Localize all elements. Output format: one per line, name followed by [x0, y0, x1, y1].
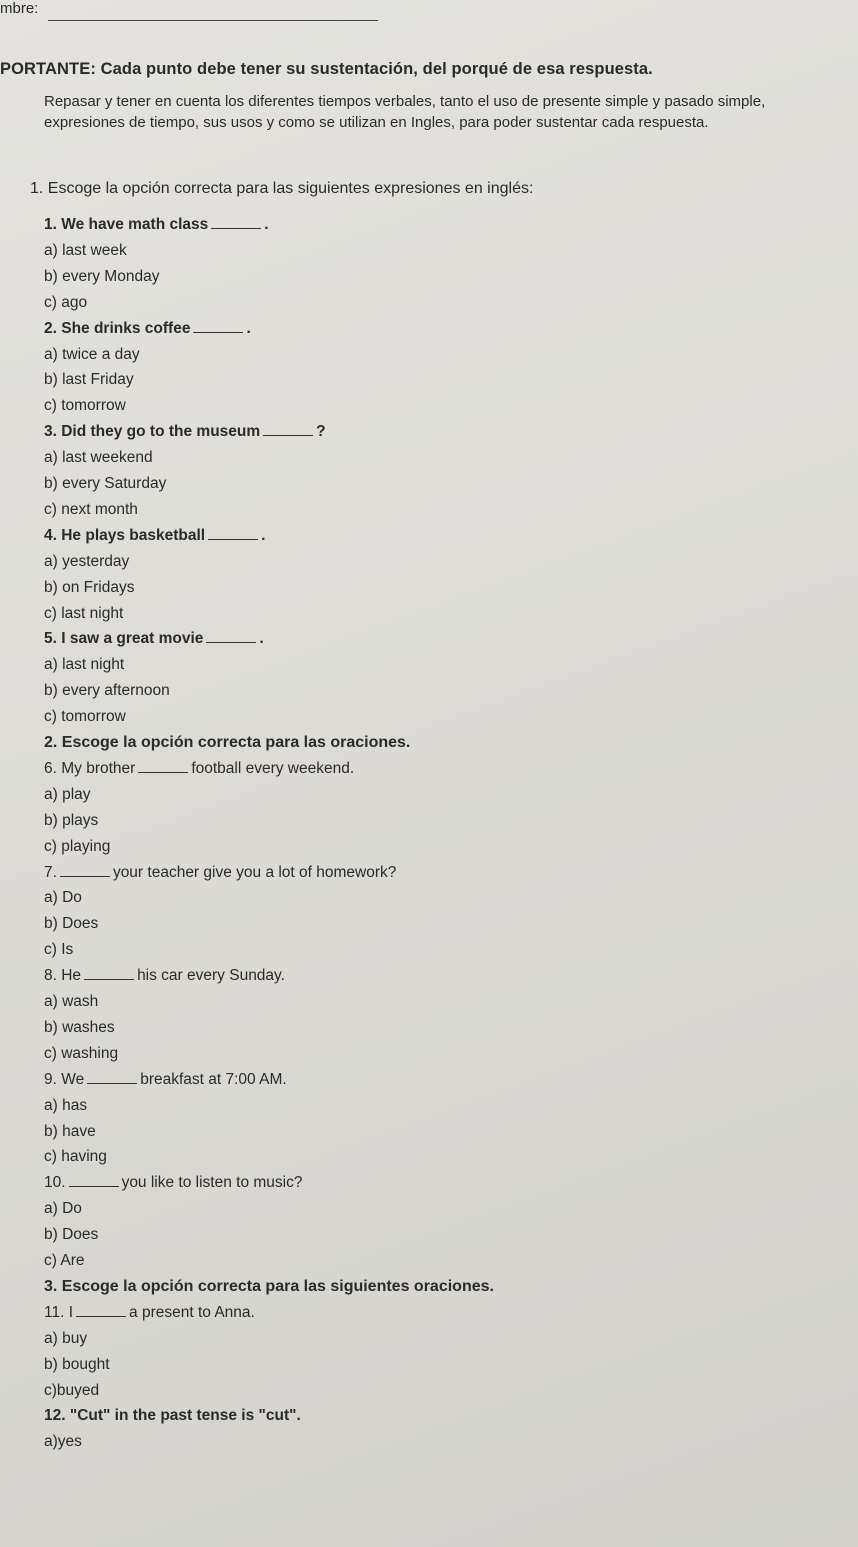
row-text: a) last night [44, 656, 125, 674]
option-row [44, 915, 98, 933]
row-text: c) washing [44, 1044, 119, 1062]
option-row [44, 838, 110, 856]
row-text-after: a present to Anna. [129, 1303, 255, 1321]
option-row [44, 682, 170, 700]
row-text: a) last weekend [44, 449, 153, 467]
row-text-after: you like to listen to music? [121, 1174, 303, 1192]
row-text: b) last Friday [44, 371, 134, 389]
option-row [44, 993, 98, 1011]
row-text: 2. She drinks coffee [44, 319, 191, 337]
row-text: a) buy [44, 1329, 88, 1347]
row-text: b) plays [44, 811, 99, 829]
question-row [44, 1174, 302, 1192]
row-text-after: ? [316, 423, 326, 441]
row-text: c) Is [44, 941, 74, 959]
row-text: 10. [44, 1174, 66, 1192]
option-row [44, 1407, 301, 1425]
question-row [44, 423, 326, 441]
nombre-field [0, 0, 378, 17]
row-text-after: . [261, 526, 266, 544]
option-row [44, 1226, 98, 1244]
answer-blank[interactable] [87, 1082, 137, 1084]
row-text: a) Do [44, 1200, 82, 1218]
row-text: a) twice a day [44, 345, 140, 363]
row-text: 8. He [44, 967, 82, 985]
answer-blank[interactable] [193, 331, 243, 333]
row-text: c) tomorrow [44, 397, 126, 415]
row-text: 4. He plays basketball [44, 526, 206, 544]
row-text: 2. Escoge la opción correcta para las oraciones. [44, 734, 411, 751]
option-row [44, 294, 87, 312]
row-text-after: . [264, 216, 269, 233]
option-row [44, 1382, 99, 1400]
row-text: b) washes [44, 1018, 115, 1036]
option-row [44, 889, 82, 907]
row-text: c)buyed [44, 1381, 100, 1399]
answer-blank[interactable] [263, 434, 313, 436]
nombre-label: mbre: [0, 0, 39, 17]
answer-blank[interactable] [208, 538, 258, 540]
option-row [44, 268, 159, 286]
row-text-after: breakfast at 7:00 AM. [140, 1070, 287, 1088]
option-row [44, 812, 98, 830]
row-text: c) next month [44, 500, 138, 518]
option-row [44, 1252, 84, 1270]
option-row [44, 449, 153, 467]
row-text: 3. Did they go to the museum [44, 423, 261, 441]
option-row [44, 1148, 107, 1166]
option-row [44, 1045, 118, 1063]
answer-blank[interactable] [69, 1185, 119, 1187]
row-text-after: . [259, 630, 264, 648]
option-row [44, 501, 138, 519]
question-row [44, 760, 354, 778]
question-row [44, 1071, 287, 1089]
question-row [44, 864, 396, 882]
question-row [44, 630, 264, 648]
row-text: a) has [44, 1096, 88, 1114]
option-row [44, 786, 91, 804]
option-row [44, 1019, 115, 1037]
section-title [44, 1278, 494, 1296]
question-row [44, 1304, 255, 1322]
answer-blank[interactable] [138, 771, 188, 773]
row-text: 11. I [44, 1303, 74, 1321]
section-1-title: 1. Escoge la opción correcta para las siguientes expresiones en inglés: [30, 180, 534, 197]
row-text: c) Are [44, 1252, 85, 1269]
option-row [44, 346, 140, 364]
option-row [44, 579, 134, 597]
option-row [44, 1433, 82, 1451]
row-text-after: your teacher give you a lot of homework? [112, 863, 397, 881]
row-text: b) bought [44, 1355, 110, 1373]
row-text-after: his car every Sunday. [137, 967, 285, 985]
answer-blank[interactable] [206, 641, 256, 643]
row-text: b) have [44, 1122, 96, 1140]
option-row [44, 475, 166, 493]
row-text: b) every Monday [44, 267, 160, 285]
row-text: a) play [44, 785, 91, 803]
question-row [44, 527, 265, 545]
option-row [44, 371, 134, 389]
option-row [44, 1123, 96, 1141]
answer-blank[interactable] [76, 1315, 126, 1317]
question-row [44, 967, 285, 985]
row-text: 12. "Cut" in the past tense is "cut". [44, 1407, 301, 1425]
option-row [44, 605, 123, 623]
row-text: 9. We [44, 1070, 85, 1088]
row-text-after: . [246, 319, 251, 337]
option-row [44, 708, 126, 726]
row-text: a) Do [44, 889, 82, 907]
important-note: PORTANTE: Cada punto debe tener su sustentación, del porqué de esa respuesta. [0, 60, 653, 78]
row-text: 3. Escoge la opción correcta para las siguientes oraciones. [44, 1277, 494, 1295]
row-text: 6. My brother [44, 759, 136, 777]
question-row [44, 320, 251, 338]
answer-blank[interactable] [211, 227, 261, 229]
row-text: b) every afternoon [44, 682, 170, 700]
row-text: a) yesterday [44, 552, 130, 570]
option-row [44, 553, 129, 571]
row-text: b) Does [44, 1226, 99, 1244]
section-title [44, 734, 410, 752]
option-row [44, 1356, 110, 1374]
row-text: c) tomorrow [44, 708, 126, 726]
row-text: c) playing [44, 837, 111, 855]
question-row [44, 216, 269, 234]
row-text: b) every Saturday [44, 475, 167, 492]
row-text: 5. I saw a great movie [44, 630, 204, 648]
answer-blank[interactable] [84, 978, 134, 980]
option-row [44, 656, 124, 674]
option-row [44, 1097, 87, 1115]
row-text: a) wash [44, 993, 99, 1010]
row-text: c) last night [44, 604, 124, 622]
row-text: b) on Fridays [44, 578, 135, 596]
row-text-after: football every weekend. [191, 759, 355, 777]
answer-blank[interactable] [60, 875, 110, 877]
row-text: b) Does [44, 915, 99, 933]
row-text: c) ago [44, 293, 88, 311]
option-row [44, 1330, 87, 1348]
row-text: 1. We have math class [44, 216, 209, 233]
nombre-blank-line [48, 20, 378, 21]
row-text: a)yes [44, 1433, 82, 1451]
option-row [44, 397, 126, 415]
row-text: a) last week [44, 241, 127, 259]
option-row [44, 941, 73, 959]
option-row [44, 1200, 82, 1218]
row-text: 7. [44, 863, 57, 881]
row-text: c) having [44, 1148, 107, 1166]
intro-paragraph: Repasar y tener en cuenta los diferentes tiempos verbales, tanto el uso de presente simple y pasado simple, expresiones de tiempo, sus usos y como se utilizan en Ingles, para poder sustentar cada respuesta. [44, 93, 766, 131]
option-row [44, 242, 127, 260]
